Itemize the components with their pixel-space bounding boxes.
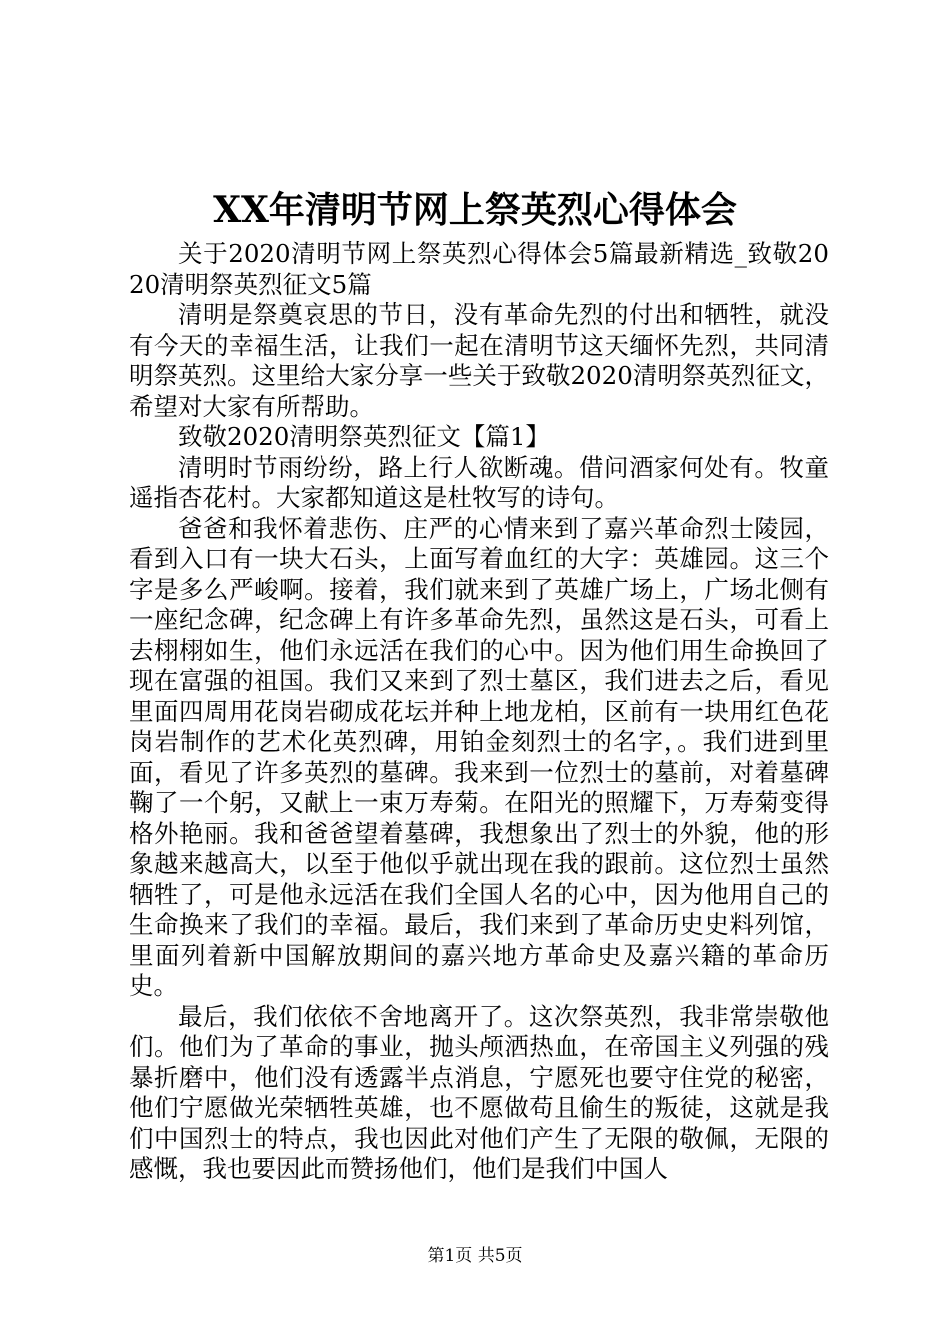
document-title: XX年清明节网上祭英烈心得体会 xyxy=(213,189,737,231)
document-body xyxy=(129,239,829,1185)
paragraph-visit: 爸爸和我怀着悲伤、庄严的心情来到了嘉兴革命烈士陵园，看到入口有一块大石头，上面写着血红的大字：英雄园。这三个字是多么严峻啊。接着，我们就来到了英雄广场上，广场北侧有一座纪念碑，纪念碑上有许多革命先烈，虽然这是石头，可看上去栩栩如生，他们永远活在我们的心中。因为他们用生命换回了现在富强的祖国。我们又来到了烈士墓区，我们进去之后，看见里面四周用花岗岩砌成花坛并种上地龙柏，区前有一块用红色花岗岩制作的艺术化英烈碑，用铂金刻烈士的名字，。我们进到里面，看见了许多英烈的墓碑。我来到一位烈士的墓前，对着墓碑鞠了一个躬，又献上一束万寿菊。在阳光的照耀下，万寿菊变得格外艳丽。我和爸爸望着墓碑，我想象出了烈士的外貌，他的形象越来越高大，以至于他似乎就出现在我的跟前。这位烈士虽然牺牲了，可是他永远活在我们全国人名的心中，因为他用自己的生命换来了我们的幸福。最后，我们来到了革命历史史料列馆，里面列着新中国解放期间的嘉兴地方革命史及嘉兴籍的革命历史。 xyxy=(129,513,829,1000)
paragraph-reflection: 最后，我们依依不舍地离开了。这次祭英烈，我非常崇敬他们。他们为了革命的事业，抛头颅洒热血，在帝国主义列强的残暴折磨中，他们没有透露半点消息，宁愿死也要守住党的秘密，他们宁愿做光荣牺牲英雄，也不愿做苟且偷生的叛徒，这就是我们中国烈士的特点，我也因此对他们产生了无限的敬佩，无限的感慨，我也要因此而赞扬他们，他们是我们中国人 xyxy=(129,1001,829,1183)
page-number: 第1页 共5页 xyxy=(427,1246,523,1266)
paragraph-summary: 清明是祭奠哀思的节日，没有革命先烈的付出和牺牲，就没有今天的幸福生活，让我们一起在清明节这天缅怀先烈，共同清明祭英烈。这里给大家分享一些关于致敬2020清明祭英烈征文，希望对大家有所帮助。 xyxy=(129,300,829,421)
paragraph-intro: 关于2020清明节网上祭英烈心得体会5篇最新精选_致敬2020清明祭英烈征文5篇 xyxy=(129,239,829,299)
section-heading: 致敬2020清明祭英烈征文【篇1】 xyxy=(178,422,550,451)
paragraph-poem: 清明时节雨纷纷，路上行人欲断魂。借问酒家何处有。牧童遥指杏花村。大家都知道这是杜牧写的诗句。 xyxy=(129,452,829,512)
